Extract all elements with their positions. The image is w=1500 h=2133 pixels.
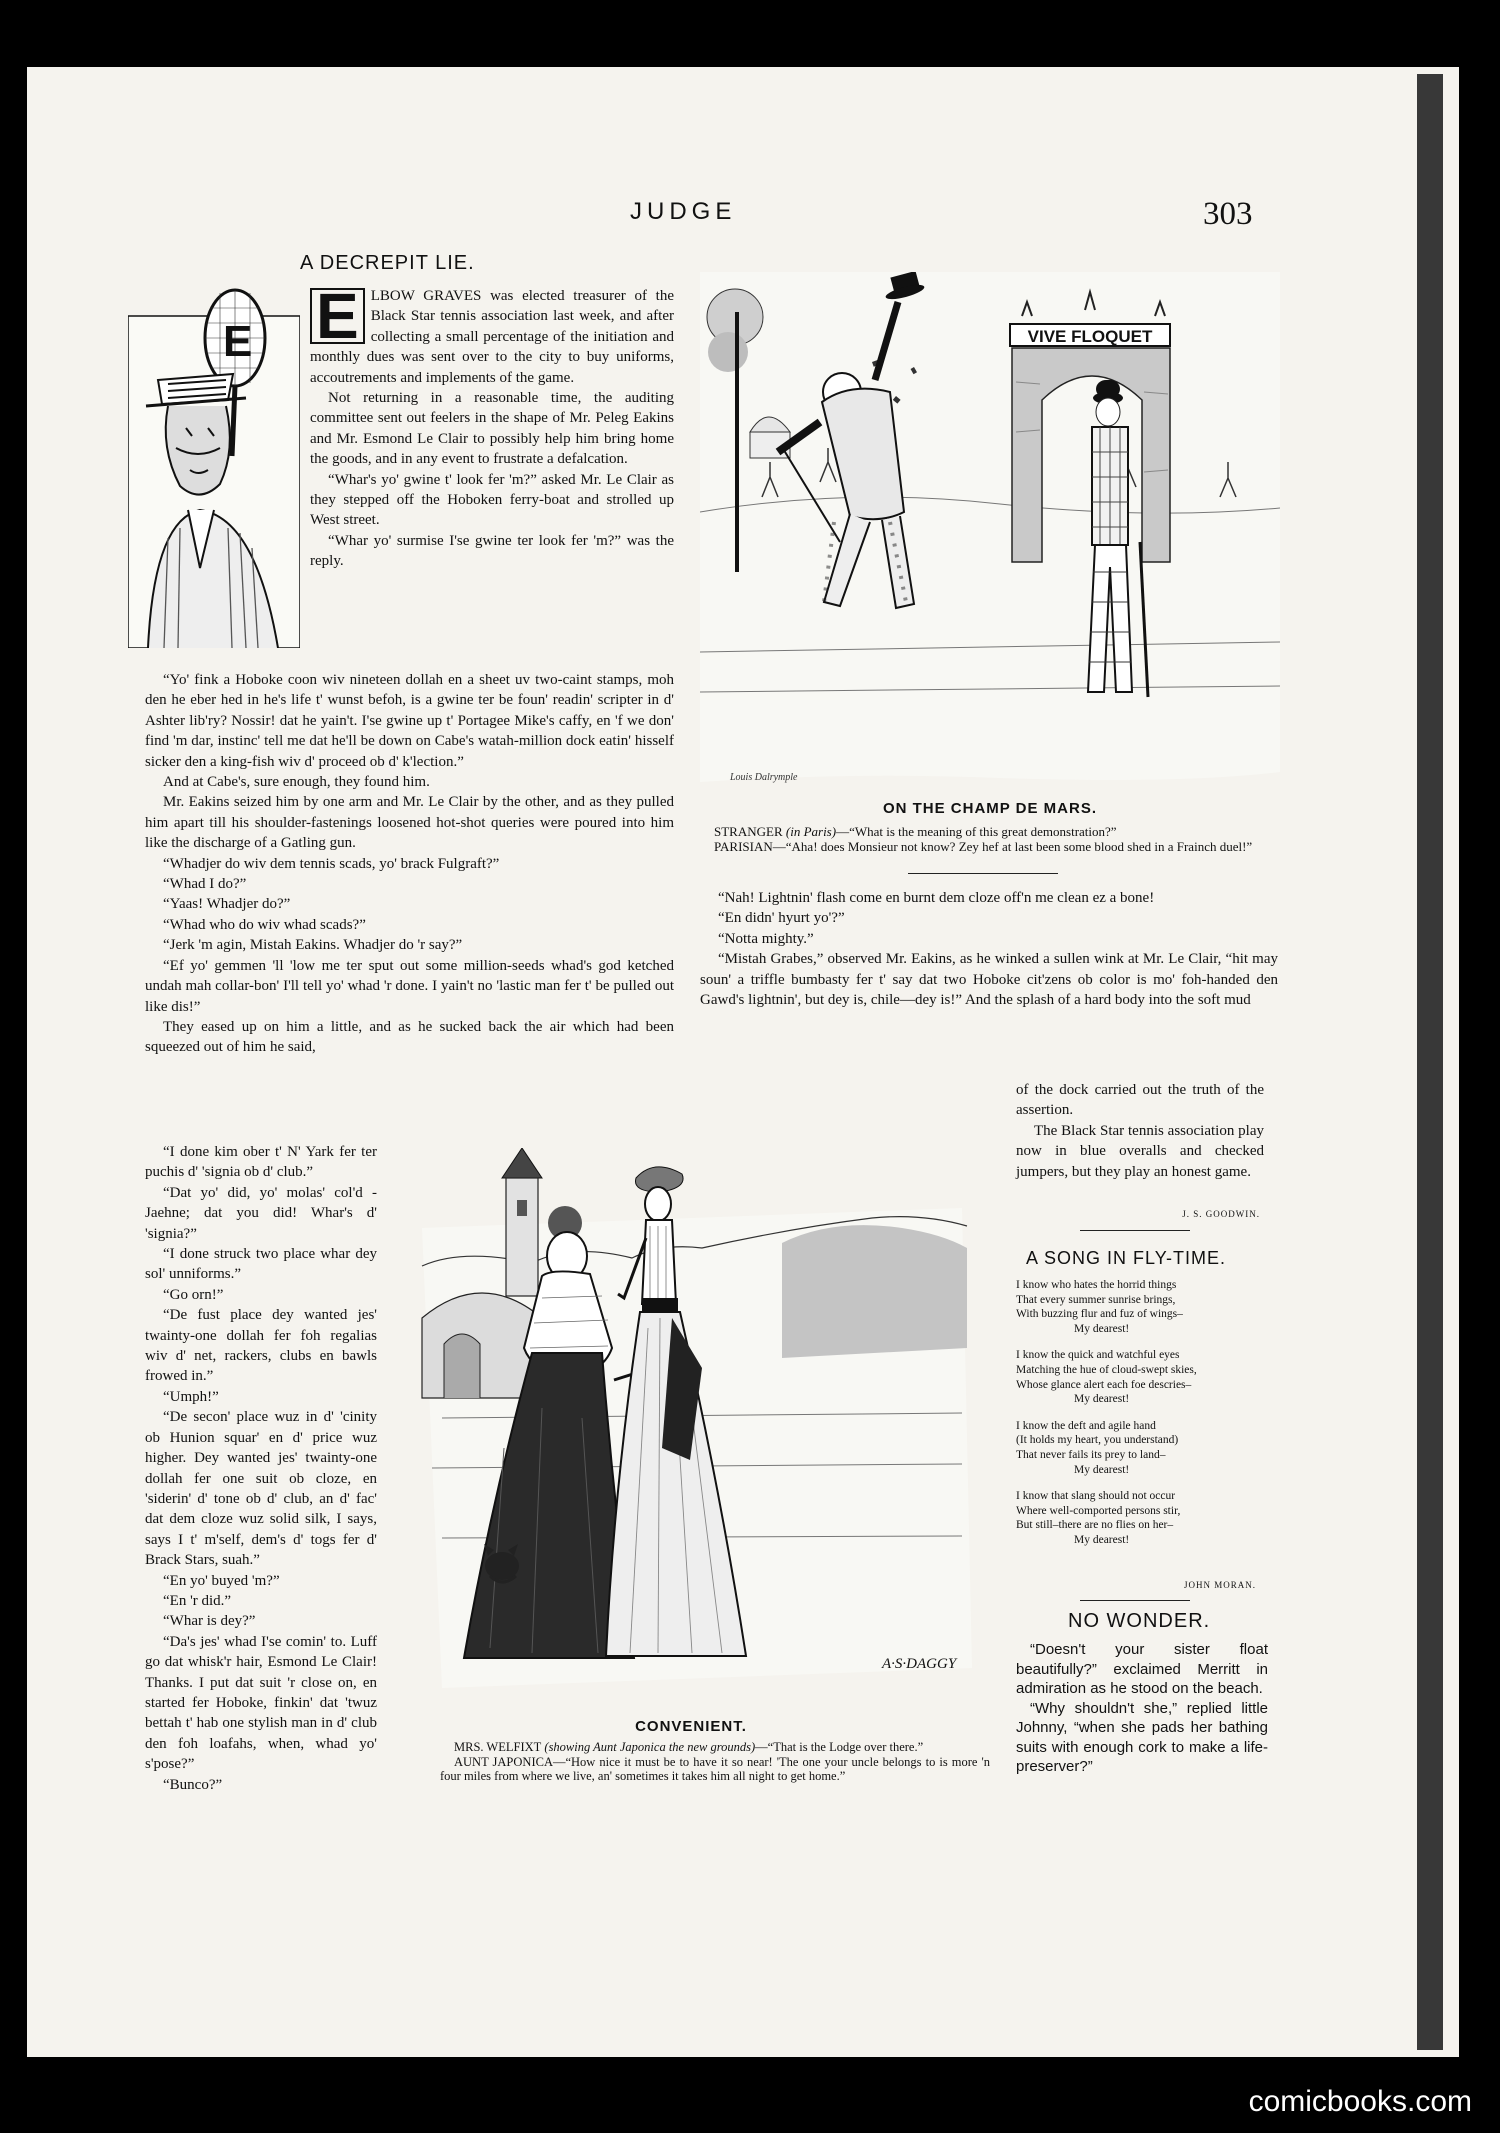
- caption-stage-direction: (showing Aunt Japonica the new grounds): [544, 1740, 756, 1754]
- decrepit-lie-intro: [310, 280, 674, 572]
- joke-paragraph: “Why shouldn't she,” replied little Johnny, “when she pads her bathing suits with enough cork to make a life-preserver?”: [1016, 1699, 1268, 1775]
- poem-refrain: My dearest!: [1074, 1463, 1130, 1476]
- dialogue-line: “Dat yo' did, yo' molas' col'd -Jaehne; dat you did! Whar's d' 'signia?”: [145, 1184, 377, 1242]
- dialogue-line: “Yaas! Whadjer do?”: [163, 896, 291, 913]
- poem-refrain: My dearest!: [1074, 1533, 1130, 1546]
- site-watermark: comicbooks.com: [1248, 2085, 1472, 2118]
- dialogue-line: “Bunco?”: [163, 1776, 223, 1793]
- dialogue-line: “Whar is dey?”: [163, 1613, 256, 1630]
- poem-line: Where well-comported persons stir,: [1016, 1504, 1181, 1517]
- article-paragraph: The Black Star tennis association play now in blue overalls and checked jumpers, but they play an honest game.: [1016, 1122, 1264, 1180]
- convenient-title: CONVENIENT.: [635, 1718, 747, 1735]
- poem-line: With buzzing flur and fuz of wings–: [1016, 1308, 1183, 1321]
- poem-line: I know that slang should not occur: [1016, 1490, 1176, 1503]
- article-paragraph: They eased up on him a little, and as he sucked back the air which had been squeezed out of him he said,: [145, 1018, 674, 1056]
- dialogue-line: “Umph!”: [163, 1388, 219, 1405]
- article-paragraph: “Whar yo' surmise I'se gwine ter look fer 'm?” was the reply.: [310, 532, 674, 570]
- dialogue-line: “En 'r did.”: [163, 1592, 232, 1609]
- caption-line: —“Aha! does Monsieur not know? Zey hef at last been some blood shed in a Frainch duel!”: [772, 839, 1253, 854]
- dialogue-line: “Whad I do?”: [163, 876, 247, 893]
- article-signature: J. S. GOODWIN.: [1182, 1209, 1260, 1219]
- song-poem: [1016, 1278, 1266, 1560]
- caricature-illustration: [128, 288, 300, 648]
- poem-line: I know the deft and agile hand: [1016, 1419, 1156, 1432]
- caption-line: —“How nice it must be to have it so near! 'The one your uncle belongs to is more 'n four miles from where we live, an' sometimes it takes him all night to get home.”: [440, 1754, 990, 1783]
- song-title: A SONG IN FLY-TIME.: [1026, 1248, 1227, 1268]
- poem-signature: JOHN MORAN.: [1183, 1580, 1256, 1590]
- dialogue-line: “Ef yo' gemmen 'll 'low me ter sput out some million-seeds whad's god ketched undah mah collar-bon' I'll tell yo' whad 'r done. I yain't no 'lastic man fer t' be pulled out like dis!”: [145, 957, 674, 1015]
- poem-refrain: My dearest!: [1074, 1322, 1130, 1335]
- poem-stanza: [1016, 1348, 1266, 1406]
- divider-rule: [908, 873, 1058, 874]
- illustrator-signature: A·S·DAGGY: [882, 1656, 957, 1672]
- convenient-caption: [440, 1740, 990, 1784]
- poem-line: Matching the hue of cloud-swept skies,: [1016, 1363, 1197, 1376]
- caption-speaker: PARISIAN: [714, 839, 773, 854]
- dialogue-line: “Notta mighty.”: [718, 930, 814, 947]
- dialogue-line: “I done struck two place whar dey sol' unniforms.”: [145, 1246, 377, 1283]
- svg-text:E: E: [223, 317, 253, 366]
- poem-line: But still–there are no flies on her–: [1016, 1519, 1174, 1532]
- divider-rule: [1080, 1600, 1190, 1601]
- caption-speaker: AUNT JAPONICA: [454, 1754, 553, 1769]
- vive-floquet-sign: VIVE FLOQUET: [1027, 327, 1153, 346]
- champ-de-mars-illustration: [700, 272, 1280, 790]
- decrepit-lie-body: [145, 670, 674, 1058]
- dialogue-line: “Nah! Lightnin' flash come en burnt dem cloze off'n me clean ez a bone!: [718, 890, 1155, 906]
- illustrator-signature: Louis Dalrymple: [730, 772, 798, 783]
- convenient-illustration: [402, 1148, 980, 1708]
- dialogue-line: “Jerk 'm agin, Mistah Eakins. Whadjer do 'r say?”: [163, 937, 463, 954]
- dialogue-line: “De fust place dey wanted jes' twainty-one dollah fer foh regalias wiv d' net, rackers, clubs en bawls frowed in.”: [145, 1307, 377, 1385]
- no-wonder-title: NO WONDER.: [1068, 1610, 1211, 1632]
- decrepit-lie-title: A DECREPIT LIE.: [300, 252, 475, 274]
- caption-speaker: MRS. WELFIXT: [454, 1740, 542, 1754]
- magazine-title: JUDGE: [630, 198, 737, 225]
- article-lead: LBOW GRAVES was elected treasurer of the Black Star tennis association last week, and after collecting a small percentage of the initiation and monthly dues was sent over to the city to buy uniforms, accoutrements and implements of the game.: [310, 288, 674, 386]
- dialogue-line: “En didn' hyurt yo'?”: [718, 910, 845, 927]
- champ-de-mars-title: ON THE CHAMP DE MARS.: [882, 800, 1098, 817]
- article-paragraph: Mr. Eakins seized him by one arm and Mr. Le Clair by the other, and as they pulled him apart till his shoulder-fastenings loosened hot-shot queries were poured into him like the discharge of a Gatling gun.: [145, 794, 674, 852]
- dialogue-line: “Da's jes' whad I'se comin' to. Luff go dat whisk'r hair, Esmond Le Clair! Thanks. I put dat suit 'r close on, en started fer Hoboke, finkin' dat 'twuz bettah t' hab one stylish man in d' club den foh loafahs, when, whad yo' s'pose?”: [145, 1633, 377, 1773]
- drop-cap: E: [310, 288, 365, 344]
- divider-rule: [1080, 1230, 1190, 1231]
- poem-stanza: [1016, 1419, 1266, 1477]
- poem-line: That every summer sunrise brings,: [1016, 1293, 1176, 1306]
- poem-stanza: [1016, 1278, 1266, 1336]
- article-paragraph: “Whar's yo' gwine t' look fer 'm?” asked Mr. Le Clair as they stepped off the Hoboken ferry-boat and strolled up West street.: [310, 471, 674, 529]
- joke-paragraph: “Doesn't your sister float beautifully?” exclaimed Merritt in admiration as he stood on the beach.: [1016, 1641, 1268, 1697]
- dialogue-line: “En yo' buyed 'm?”: [163, 1572, 280, 1589]
- poem-line: (It holds my heart, you understand): [1016, 1434, 1179, 1447]
- article-paragraph: And at Cabe's, sure enough, they found him.: [163, 774, 430, 791]
- poem-line: I know the quick and watchful eyes: [1016, 1349, 1180, 1362]
- dialogue-line: “De secon' place wuz in d' 'cinity ob Hunion squar' en d' price wuz higher. Dey wanted jes' twainty-one dollah fer one suit ob cloze, en 'siderin' d' tone ob d' club, an d' fac' dat dem cloze wuz solid silk, I says, says I t' m'self, dem's d' togs fer d' Brack Stars, suah.”: [145, 1409, 377, 1569]
- page-number: 303: [1203, 196, 1253, 232]
- caption-stage-direction: (in Paris): [785, 824, 837, 839]
- caption-line: —“That is the Lodge over there.”: [755, 1740, 924, 1754]
- article-paragraph: Not returning in a reasonable time, the auditing committee sent out feelers in the shape of Mr. Peleg Eakins and Mr. Esmond Le Clair to possibly help him bring home the goods, and in any event to frustrate a defalcation.: [310, 390, 674, 468]
- dialogue-line: “Mistah Grabes,” observed Mr. Eakins, as he winked a sullen wink at Mr. Le Clair, “hit may soun' a triffle bumbasty fer t' say dat two Hoboke cit'zens ob color is mo' foh-handed den Gawd's lightnin', but dey is, chile—dey is!” And the splash of a hard body into the soft mud: [700, 951, 1278, 1009]
- dialogue-line: “I done kim ober t' N' Yark fer ter puchis d' 'signia ob d' club.”: [145, 1144, 377, 1181]
- article-paragraph: “Yo' fink a Hoboke coon wiv nineteen dollah en a sheet uv two-caint stamps, moh den he eber hed in he's life t' wunst befoh, is a gwine ter be foun' readin' scripter in d' Ashter lib'ry? Nossir! dat he yain't. I'se gwine up t' Portagee Mike's caffy, en 'f we don' find 'm dar, instinc' tell me dat he'll be down on Cabe's watah-million dock eatin' hisself sicker den a king-fish wiv d' proceed ob d' k'lection.”: [145, 672, 674, 770]
- dialogue-line: “Whad who do wiv whad scads?”: [163, 916, 366, 933]
- poem-line: That never fails its prey to land–: [1016, 1448, 1166, 1461]
- caption-speaker: STRANGER: [714, 824, 783, 839]
- article-paragraph: of the dock carried out the truth of the assertion.: [1016, 1082, 1264, 1119]
- poem-line: I know who hates the horrid things: [1016, 1279, 1177, 1291]
- poem-line: Whose glance alert each foe descries–: [1016, 1378, 1192, 1391]
- poem-refrain: My dearest!: [1074, 1393, 1130, 1406]
- decrepit-lie-continuation: [700, 888, 1278, 1010]
- dialogue-line: “Whadjer do wiv dem tennis scads, yo' brack Fulgraft?”: [163, 855, 500, 872]
- dialogue-line: “Go orn!”: [163, 1286, 224, 1303]
- poem-stanza: [1016, 1489, 1266, 1547]
- no-wonder-text: [1016, 1640, 1268, 1777]
- champ-de-mars-caption: [700, 824, 1280, 854]
- decrepit-lie-ending: [1016, 1080, 1264, 1182]
- caption-line: —“What is the meaning of this great demonstration?”: [836, 824, 1117, 839]
- page-edge-shadow: [1417, 74, 1443, 2050]
- decrepit-lie-narrow-column: [145, 1142, 377, 1795]
